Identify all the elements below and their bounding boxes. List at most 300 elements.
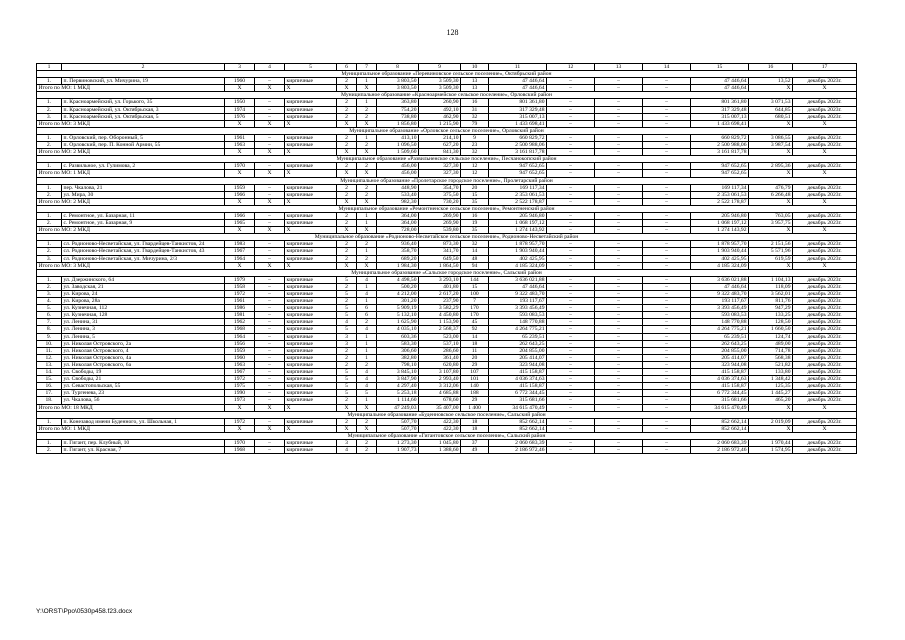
total-cell: X [285, 198, 337, 205]
table-cell: 49 [461, 447, 489, 454]
table-cell: декабрь 2023г. [793, 99, 857, 106]
table-cell: декабрь 2023г. [793, 276, 857, 283]
table-cell: 2 [357, 184, 377, 191]
table-cell: – [643, 212, 691, 219]
total-cell: – [547, 425, 595, 432]
table-cell: декабрь 2023г. [793, 439, 857, 446]
table-cell: ул. Тургенева, 23 [62, 390, 225, 397]
total-cell: 1 215,90 [419, 120, 461, 127]
table-cell: ул. Мира, 30 [62, 191, 225, 198]
table-cell: – [643, 276, 691, 283]
table-cell: 1967 [225, 248, 255, 255]
table-cell: 2 500 988,06 [691, 142, 749, 149]
table-cell: 2. [37, 220, 62, 227]
municipality-title: Муниципальное образование «Орловское сельское поселение», Орловский район [37, 127, 857, 134]
table-cell: 1950 [225, 99, 255, 106]
total-cell: X [793, 227, 857, 234]
total-cell: X [255, 85, 285, 92]
total-cell: – [547, 404, 595, 411]
table-cell: 205 414,07 [489, 354, 547, 361]
table-cell: кирпичные [285, 78, 337, 85]
table-cell: кирпичные [285, 184, 337, 191]
table-cell: 12. [37, 354, 62, 361]
table-cell: 358,70 [377, 248, 419, 255]
table-cell: 5 [337, 276, 357, 283]
table-cell: 214,10 [419, 134, 461, 141]
page-number: 128 [446, 28, 459, 37]
table-cell: – [255, 283, 285, 290]
table-cell: 3 [337, 439, 357, 446]
table-cell: 521,82 [749, 361, 793, 368]
table-cell: сл. Родионово-Несветайская, ул. Гвардейцев-Танкистов, 43 [62, 248, 225, 255]
total-cell: X [357, 198, 377, 205]
table-cell: 754,20 [377, 106, 419, 113]
table-cell: 6 [357, 312, 377, 319]
table-cell: ул. Кирова, 24 [62, 291, 225, 298]
table-cell: 603,36 [377, 333, 419, 340]
table-cell: 1966 [225, 191, 255, 198]
table-cell: кирпичные [285, 383, 337, 390]
table-cell: 9 322 483,70 [691, 291, 749, 298]
total-cell: X [285, 120, 337, 127]
table-cell: – [643, 354, 691, 361]
table-cell: – [547, 369, 595, 376]
total-cell: 47 249,03 [377, 404, 419, 411]
table-cell: – [595, 369, 643, 376]
table-cell: 2 [337, 298, 357, 305]
table-cell: – [643, 376, 691, 383]
table-cell: 1 096,50 [377, 142, 419, 149]
table-cell: 1 [357, 354, 377, 361]
table-cell: 1958 [225, 283, 255, 290]
table-cell: 1972 [225, 418, 255, 425]
total-cell: X [225, 149, 255, 156]
table-cell: 315 681,66 [691, 397, 749, 404]
table-cell: п. Красноармейский, ул. Горького, 35 [62, 99, 225, 106]
table-cell: – [547, 333, 595, 340]
table-cell: 47 446,64 [489, 78, 547, 85]
table-cell: – [547, 283, 595, 290]
total-cell: 1 856,80 [377, 120, 419, 127]
total-cell: X [749, 149, 793, 156]
header-cell: 17 [793, 64, 857, 71]
table-cell: – [255, 163, 285, 170]
table-cell: 462,90 [419, 113, 461, 120]
table-row [37, 361, 857, 368]
table-cell: 2 [357, 106, 377, 113]
table-cell: 2 353 061,53 [489, 191, 547, 198]
table-cell: 2 [337, 347, 357, 354]
table-cell: ул. Заводская, 21 [62, 283, 225, 290]
table-cell: 1 [357, 397, 377, 404]
header-cell: 16 [749, 64, 793, 71]
table-cell: – [547, 106, 595, 113]
table-cell: – [255, 191, 285, 198]
table-cell: декабрь 2023г. [793, 333, 857, 340]
table-cell: кирпичные [285, 276, 337, 283]
table-cell: 1 [357, 134, 377, 141]
table-cell: – [595, 134, 643, 141]
table-cell: – [547, 113, 595, 120]
table-cell: – [547, 248, 595, 255]
table-cell: 593 083,53 [691, 312, 749, 319]
table-cell: 1963 [225, 142, 255, 149]
table-cell: кирпичные [285, 361, 337, 368]
total-cell: 422,30 [419, 425, 461, 432]
total-cell: X [793, 425, 857, 432]
table-cell: – [255, 383, 285, 390]
total-cell: – [595, 120, 643, 127]
table-row [37, 184, 857, 191]
table-cell: 32 [461, 113, 489, 120]
table-cell: – [547, 78, 595, 85]
total-cell: 3 161 817,78 [691, 149, 749, 156]
table-cell: – [255, 298, 285, 305]
table-cell: декабрь 2023г. [793, 319, 857, 326]
table-cell: 124,74 [749, 333, 793, 340]
municipality-title: Муниципальное образование «Пролетарское городское поселение», Пролетарский район [37, 177, 857, 184]
table-cell: 415 158,87 [691, 383, 749, 390]
total-cell: X [357, 149, 377, 156]
table-cell: 2 151,56 [749, 241, 793, 248]
table-cell: – [255, 333, 285, 340]
table-cell: 5 571,96 [749, 248, 793, 255]
table-cell: 3. [37, 291, 62, 298]
table-cell: – [547, 312, 595, 319]
table-cell: 1 878 957,70 [489, 241, 547, 248]
table-cell: 323 944,08 [691, 361, 749, 368]
table-cell: ул. Николая Островского, 2а [62, 340, 225, 347]
table-cell: 1968 [225, 447, 255, 454]
table-row [37, 113, 857, 120]
table-cell: 317 329,48 [489, 106, 547, 113]
total-cell: 982,30 [377, 198, 419, 205]
total-cell: – [595, 404, 643, 411]
table-cell: – [595, 291, 643, 298]
total-cell: 47 446,64 [489, 85, 547, 92]
total-cell: X [749, 85, 793, 92]
table-cell: 456,00 [377, 163, 419, 170]
table-cell: 402 425,95 [691, 255, 749, 262]
table-cell: 1966 [225, 212, 255, 219]
table-cell: – [255, 361, 285, 368]
table-cell: – [643, 142, 691, 149]
table-cell: – [547, 319, 595, 326]
total-cell: 947 652,65 [691, 170, 749, 177]
total-cell: X [793, 170, 857, 177]
total-cell: 728,00 [377, 227, 419, 234]
table-row [37, 312, 857, 319]
total-cell: X [337, 425, 357, 432]
table-cell: 2 [357, 447, 377, 454]
table-cell: 148 770,88 [691, 319, 749, 326]
table-cell: 1 [357, 298, 377, 305]
table-cell: – [643, 184, 691, 191]
table-cell: 47 446,64 [691, 283, 749, 290]
table-cell: 14 [461, 248, 489, 255]
table-cell: – [255, 447, 285, 454]
table-cell: 448,90 [377, 184, 419, 191]
total-cell: – [547, 120, 595, 127]
table-cell: – [595, 333, 643, 340]
table-cell: 3 312,06 [419, 383, 461, 390]
table-cell: кирпичные [285, 212, 337, 219]
table-cell: 375,50 [419, 191, 461, 198]
table-cell: 3 957,75 [749, 220, 793, 227]
total-cell: 730,20 [419, 198, 461, 205]
table-cell: кирпичные [285, 418, 337, 425]
total-cell: X [357, 262, 377, 269]
table-cell: 23 [461, 142, 489, 149]
table-cell: 9 [461, 134, 489, 141]
total-cell: – [595, 149, 643, 156]
table-cell: – [547, 184, 595, 191]
table-cell: п. Красноармейский, ул. Октябрьская, 5 [62, 113, 225, 120]
table-cell: 1959 [225, 347, 255, 354]
total-cell: X [793, 120, 857, 127]
table-row [37, 241, 857, 248]
table-cell: 1. [37, 163, 62, 170]
table-cell: 4 [357, 291, 377, 298]
total-cell: – [547, 149, 595, 156]
table-cell: 1970 [225, 163, 255, 170]
table-cell: – [595, 298, 643, 305]
table-cell: 1. [37, 439, 62, 446]
table-cell: 100 [461, 291, 489, 298]
table-cell: 14 [461, 333, 489, 340]
table-cell: 4 264 775,21 [691, 326, 749, 333]
table-cell: декабрь 2023г. [793, 347, 857, 354]
table-cell: декабрь 2023г. [793, 291, 857, 298]
table-cell: – [547, 241, 595, 248]
total-cell: X [225, 198, 255, 205]
total-cell: X [793, 198, 857, 205]
table-cell: декабрь 2023г. [793, 447, 857, 454]
total-cell: X [285, 404, 337, 411]
municipality-header-row [37, 127, 857, 134]
table-cell: 5 [357, 390, 377, 397]
table-cell: 2 [357, 361, 377, 368]
table-cell: 1 445,27 [749, 390, 793, 397]
table-cell: 47 446,64 [691, 78, 749, 85]
table-cell: 2 186 972,46 [489, 447, 547, 454]
table-cell: 1 [357, 220, 377, 227]
table-cell: – [643, 305, 691, 312]
table-cell: кирпичные [285, 255, 337, 262]
table-cell: – [643, 383, 691, 390]
table-cell: 17. [37, 390, 62, 397]
table-cell: 101 [461, 376, 489, 383]
total-cell: 1 864,50 [419, 262, 461, 269]
table-cell: 364,00 [377, 212, 419, 219]
table-row [37, 298, 857, 305]
housing-repair-table [36, 63, 857, 454]
table-cell: 1. [37, 418, 62, 425]
table-cell: – [595, 78, 643, 85]
table-cell: – [595, 340, 643, 347]
table-row [37, 390, 857, 397]
table-cell: с. Развильное, ул. Гулимова, 2 [62, 163, 225, 170]
table-cell: 465,20 [749, 397, 793, 404]
table-cell: 1 903 940,44 [489, 248, 547, 255]
table-cell: 2 060 683,39 [489, 439, 547, 446]
table-cell: 593 083,53 [489, 312, 547, 319]
table-cell: кирпичные [285, 291, 337, 298]
table-cell: пер. Чкалова, 21 [62, 184, 225, 191]
table-cell: 364,00 [377, 220, 419, 227]
total-cell: – [595, 262, 643, 269]
table-cell: 286,60 [419, 347, 461, 354]
header-cell: 1 [37, 64, 62, 71]
table-cell: 1964 [225, 255, 255, 262]
municipality-header-row [37, 177, 857, 184]
table-cell: 1. [37, 134, 62, 141]
total-cell: X [225, 227, 255, 234]
table-cell: кирпичные [285, 106, 337, 113]
table-cell: ул. Свободы, 21 [62, 376, 225, 383]
table-cell: 2. [37, 447, 62, 454]
table-cell: 5 [337, 305, 357, 312]
total-cell: 456,00 [377, 170, 419, 177]
table-cell: 2 [337, 163, 357, 170]
table-cell: – [255, 241, 285, 248]
total-cell: – [595, 85, 643, 92]
table-cell: – [547, 291, 595, 298]
table-cell: кирпичные [285, 326, 337, 333]
table-cell: ул. Севастопольская, 55 [62, 383, 225, 390]
table-cell: – [643, 319, 691, 326]
table-cell: 37 [461, 439, 489, 446]
total-cell: X [255, 170, 285, 177]
table-cell: 2 568,37 [419, 326, 461, 333]
table-cell: 1 [357, 78, 377, 85]
total-cell: 47 446,64 [691, 85, 749, 92]
table-cell: – [547, 347, 595, 354]
table-cell: – [547, 276, 595, 283]
municipality-header-row [37, 234, 857, 241]
total-cell: X [337, 85, 357, 92]
total-cell: X [255, 227, 285, 234]
table-cell: ул. Кузнечная, 128 [62, 312, 225, 319]
table-cell: п. Красноармейский, ул. Октябрьская, 3 [62, 106, 225, 113]
table-cell: декабрь 2023г. [793, 376, 857, 383]
table-row [37, 276, 857, 283]
municipality-title: Муниципальное образование «Буденновское сельское поселение», Сальский район [37, 411, 857, 418]
total-cell: X [285, 262, 337, 269]
table-cell: – [547, 134, 595, 141]
total-cell: X [357, 227, 377, 234]
table-cell: – [595, 99, 643, 106]
table-cell: 13 [461, 78, 489, 85]
table-cell: 1979 [225, 276, 255, 283]
total-cell: 947 652,65 [489, 170, 547, 177]
total-cell: – [643, 404, 691, 411]
table-cell: 4 450,80 [419, 312, 461, 319]
table-cell: 4 036 374,63 [691, 376, 749, 383]
table-cell: кирпичные [285, 191, 337, 198]
table-cell: ул. Ленина, 5 [62, 333, 225, 340]
table-cell: 798,10 [377, 361, 419, 368]
table-cell: – [643, 447, 691, 454]
table-cell: п. Первиновский, ул. Мичурина, 19 [62, 78, 225, 85]
total-cell: X [357, 170, 377, 177]
municipality-header-row [37, 269, 857, 276]
municipality-title: Муниципальное образование «Перевиновское сельское поселение», Октябрьский район [37, 71, 857, 78]
table-cell: 32 [461, 241, 489, 248]
table-cell: 1 [357, 333, 377, 340]
total-cell: – [547, 227, 595, 234]
table-cell: 1 [357, 99, 377, 106]
total-cell: – [643, 85, 691, 92]
table-cell: 3. [37, 113, 62, 120]
table-cell: – [547, 142, 595, 149]
table-cell: 1972 [225, 376, 255, 383]
table-row [37, 291, 857, 298]
total-cell: X [255, 425, 285, 432]
table-cell: 315 681,66 [489, 397, 547, 404]
table-cell: – [595, 212, 643, 219]
total-cell: 4 185 324,09 [489, 262, 547, 269]
total-cell: Итого по МО: 2 МКД [37, 198, 225, 205]
table-cell: 2 [337, 191, 357, 198]
table-cell: 1. [37, 99, 62, 106]
table-row [37, 191, 857, 198]
total-cell: X [255, 404, 285, 411]
table-cell: 4 297,40 [377, 383, 419, 390]
table-cell: – [643, 163, 691, 170]
table-cell: – [255, 369, 285, 376]
table-cell: – [547, 212, 595, 219]
table-cell: – [643, 418, 691, 425]
total-row [37, 262, 857, 269]
total-cell: – [643, 425, 691, 432]
total-cell: 539,80 [419, 227, 461, 234]
table-cell: 2 [337, 220, 357, 227]
table-row [37, 134, 857, 141]
table-cell: – [595, 283, 643, 290]
table-cell: 16. [37, 383, 62, 390]
table-cell: с. Ремонтное, ул. Базарная, 11 [62, 212, 225, 219]
table-cell: 947 652,65 [489, 163, 547, 170]
table-cell: кирпичные [285, 241, 337, 248]
table-cell: 4 [357, 276, 377, 283]
table-cell: 169 117,34 [489, 184, 547, 191]
table-cell: – [255, 312, 285, 319]
table-cell: 363,80 [377, 99, 419, 106]
table-cell: 1975 [225, 383, 255, 390]
table-cell: – [547, 383, 595, 390]
table-cell: сл. Родионово-Несветайская, ул. Мичурина, 2/3 [62, 255, 225, 262]
table-cell: 3 845,10 [377, 369, 419, 376]
table-cell: – [547, 439, 595, 446]
table-cell: 402 425,95 [489, 255, 547, 262]
table-cell: 262 643,25 [691, 340, 749, 347]
total-cell: 507,70 [377, 425, 419, 432]
table-cell: 660 829,72 [691, 134, 749, 141]
table-row [37, 319, 857, 326]
table-cell: декабрь 2023г. [793, 106, 857, 113]
table-cell: 1983 [225, 241, 255, 248]
total-cell: X [285, 85, 337, 92]
table-cell: 2 [357, 439, 377, 446]
total-cell: 852 662,14 [489, 425, 547, 432]
table-cell: – [643, 326, 691, 333]
table-cell: – [643, 298, 691, 305]
table-cell: – [255, 220, 285, 227]
table-cell: 4 264 775,21 [489, 326, 547, 333]
table-cell: – [547, 397, 595, 404]
total-cell: X [225, 170, 255, 177]
